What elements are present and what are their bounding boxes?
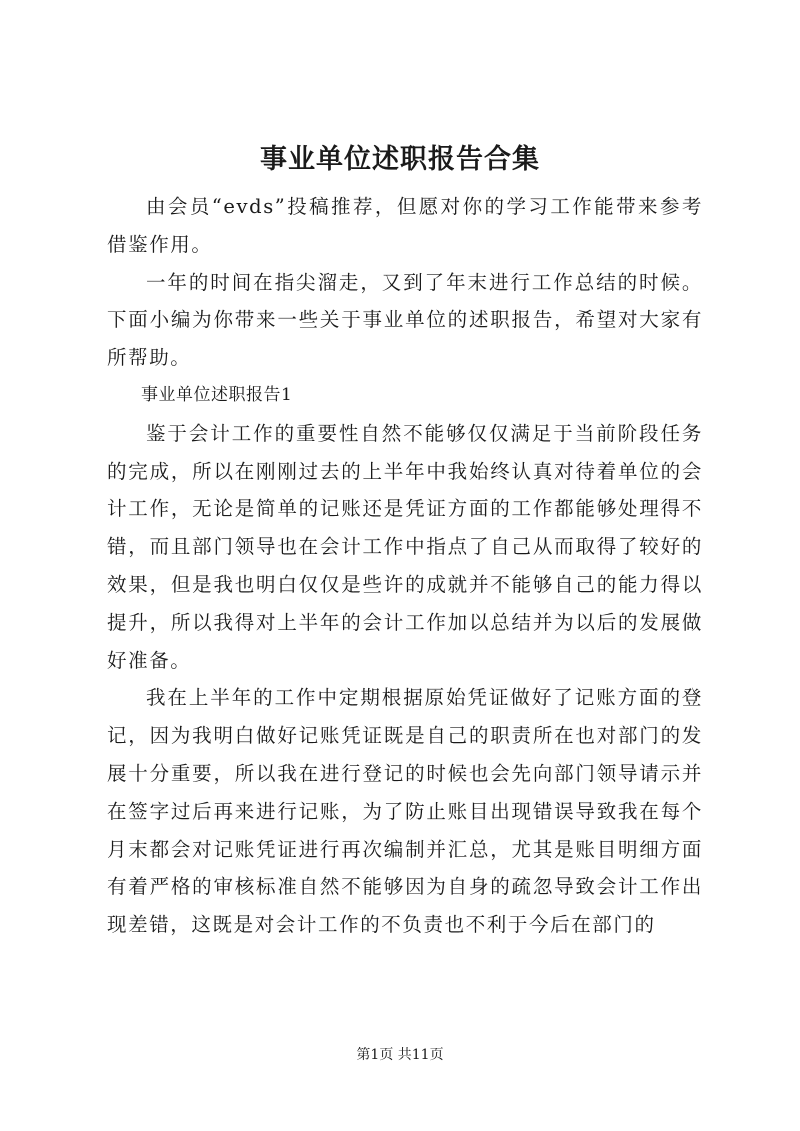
paragraph-body-1: 鉴于会计工作的重要性自然不能够仅仅满足于当前阶段任务的完成，所以在刚刚过去的上半年中我始终认真对待着单位的会计工作，无论是简单的记账还是凭证方面的工作都能够处理得不错，而且部门领导也在会计工作中指点了自己从而取得了较好的效果，但是我也明白仅仅是些许的成就并不能够自己的能力得以提升，所以我得对上半年的会计工作加以总结并为以后的发展做好准备。 [107,421,703,672]
document-title: 事业单位述职报告合集 [260,144,540,175]
page-footer: 第1页 共11页 [356,1047,444,1063]
paragraph-body-2: 我在上半年的工作中定期根据原始凭证做好了记账方面的登记，因为我明白做好记账凭证既是自己的职责所在也对部门的发展十分重要，所以我在进行登记的时候也会先向部门领导请示并在签字过后再来进行记账，为了防止账目出现错误导致我在每个月末都会对记账凭证进行再次编制并汇总，尤其是账目明细方面有着严格的审核标准自然不能够因为自身的疏忽导致会计工作出现差错，这既是对会计工作的不负责也不利于今后在部门的 [107,686,703,937]
section-heading: 事业单位述职报告1 [141,384,293,405]
paragraph-preface: 一年的时间在指尖溜走，又到了年末进行工作总结的时候。下面小编为你带来一些关于事业单位的述职报告，希望对大家有所帮助。 [107,270,703,370]
document-body [107,188,703,944]
paragraph-intro: 由会员“evds”投稿推荐，但愿对你的学习工作能带来参考借鉴作用。 [107,195,703,256]
